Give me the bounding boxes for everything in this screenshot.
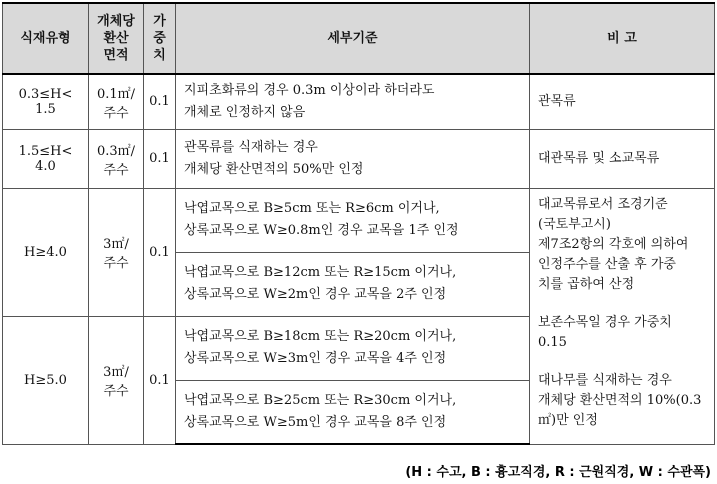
remarks-paragraph: 보존수목일 경우 가중치 0.15	[538, 314, 672, 350]
weight-cell: 0.1	[144, 129, 176, 188]
criteria-cell: 낙엽교목으로 B≥25cm 또는 R≥30cm 이거나, 상록교목으로 W≥5m인 경우 교목을 8주 인정	[176, 380, 530, 444]
weight-cell: 0.1	[144, 316, 176, 444]
weight-cell: 0.1	[144, 74, 176, 129]
criteria-cell: 낙엽교목으로 B≥18cm 또는 R≥20cm 이거나, 상록교목으로 W≥3m인 경우 교목을 4주 인정	[176, 316, 530, 380]
header-detail-criteria: 세부기준	[176, 3, 530, 74]
converted-area-cell: 3㎡/ 주수	[89, 316, 144, 444]
remarks-paragraph: 대교목류로서 조경기준 (국토부고시) 제7조2항의 각호에 의하여 인정주수를 산출 후 가중 치를 곱하여 산정	[538, 196, 689, 292]
table-row	[3, 74, 715, 129]
converted-area-cell: 0.1㎡/ 주수	[89, 74, 144, 129]
planting-type-cell: 1.5≤H< 4.0	[3, 129, 89, 188]
planting-criteria-table	[2, 2, 715, 445]
header-remarks: 비 고	[530, 3, 715, 74]
remarks-cell: 관목류	[530, 74, 715, 129]
criteria-cell: 지피초화류의 경우 0.3m 이상이라 하더라도 개체로 인정하지 않음	[176, 74, 530, 129]
converted-area-cell: 3㎡/ 주수	[89, 188, 144, 316]
tree-remarks-cell	[530, 188, 715, 444]
criteria-cell: 낙엽교목으로 B≥5cm 또는 R≥6cm 이거나, 상록교목으로 W≥0.8m인 경우 교목을 1주 인정	[176, 188, 530, 252]
header-weight: 가 중 치	[144, 3, 176, 74]
criteria-cell: 관목류를 식재하는 경우 개체당 환산면적의 50%만 인정	[176, 129, 530, 188]
header-planting-type: 식재유형	[3, 3, 89, 74]
weight-cell: 0.1	[144, 188, 176, 316]
remarks-paragraph: 대나무를 식재하는 경우 개체당 환산면적의 10%(0.3 ㎡)만 인정	[538, 372, 702, 428]
criteria-cell: 낙엽교목으로 B≥12cm 또는 R≥15cm 이거나, 상록교목으로 W≥2m인 경우 교목을 2주 인정	[176, 252, 530, 316]
remarks-cell: 대관목류 및 소교목류	[530, 129, 715, 188]
header-converted-area: 개체당 환산 면적	[89, 3, 144, 74]
table-row	[3, 129, 715, 188]
planting-type-cell: H≥4.0	[3, 188, 89, 316]
header-row	[3, 3, 715, 74]
planting-type-cell: 0.3≤H< 1.5	[3, 74, 89, 129]
planting-type-cell: H≥5.0	[3, 316, 89, 444]
converted-area-cell: 0.3㎡/ 주수	[89, 129, 144, 188]
table-row	[3, 188, 715, 252]
abbreviation-footnote: (H : 수고, B : 흉고직경, R : 근원직경, W : 수관폭)	[405, 465, 711, 480]
